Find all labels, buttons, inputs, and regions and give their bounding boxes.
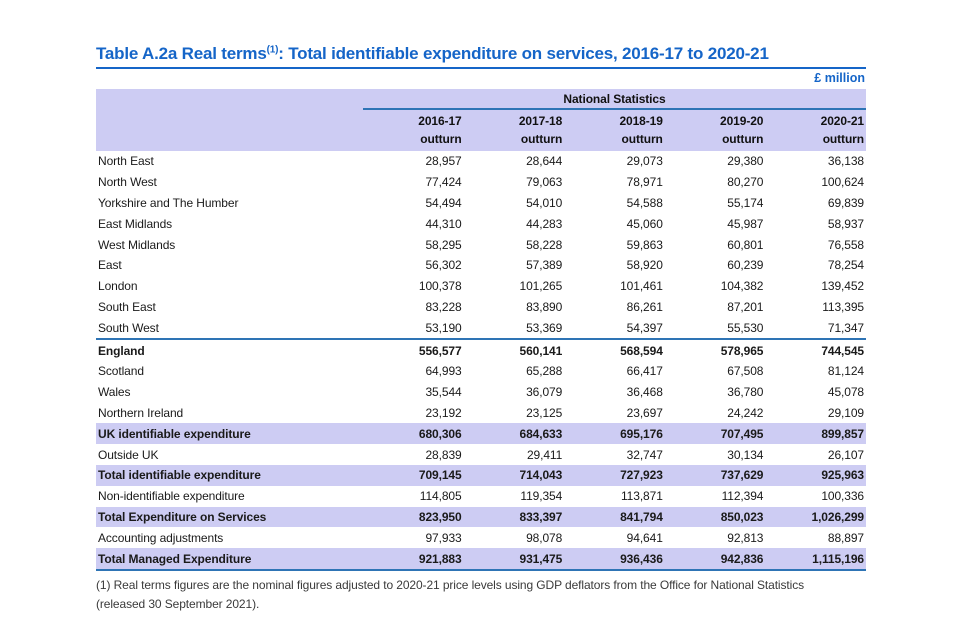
cell-value: 936,436 [564, 548, 665, 570]
cell-value: 45,987 [665, 213, 766, 234]
document-page [96, 44, 866, 614]
table-row [96, 465, 866, 486]
column-year: 2018-19 [619, 114, 663, 128]
cell-value: 578,965 [665, 339, 766, 361]
row-label: Northern Ireland [96, 403, 363, 424]
column-measure: outturn [420, 132, 462, 146]
cell-value: 57,389 [464, 255, 565, 276]
cell-value: 65,288 [464, 361, 565, 382]
column-year: 2020-21 [820, 114, 864, 128]
cell-value: 23,697 [564, 403, 665, 424]
cell-value: 54,588 [564, 193, 665, 214]
cell-value: 104,382 [665, 276, 766, 297]
cell-value: 28,644 [464, 151, 565, 172]
cell-value: 53,190 [363, 317, 464, 339]
cell-value: 94,641 [564, 527, 665, 548]
cell-value: 823,950 [363, 507, 464, 528]
cell-value: 942,836 [665, 548, 766, 570]
column-measure: outturn [722, 132, 764, 146]
column-header-2019-20 [665, 109, 766, 151]
column-header-2017-18 [464, 109, 565, 151]
cell-value: 60,801 [665, 234, 766, 255]
column-measure: outturn [520, 132, 563, 146]
unit-label: £ million [814, 71, 865, 85]
cell-value: 78,971 [564, 172, 665, 193]
cell-value: 23,125 [464, 403, 565, 424]
cell-value: 29,411 [464, 444, 565, 465]
cell-value: 1,026,299 [765, 507, 866, 528]
row-label: West Midlands [96, 234, 363, 255]
cell-value: 71,347 [765, 317, 866, 339]
cell-value: 119,354 [464, 486, 565, 507]
corner-cell [96, 109, 363, 151]
cell-value: 35,544 [363, 382, 464, 403]
cell-value: 36,079 [464, 382, 565, 403]
table-title-prefix: Table A.2a Real terms [96, 44, 267, 63]
cell-value: 28,839 [363, 444, 464, 465]
cell-value: 556,577 [363, 339, 464, 361]
table-row [96, 548, 866, 570]
table-row [96, 172, 866, 193]
cell-value: 29,380 [665, 151, 766, 172]
cell-value: 56,302 [363, 255, 464, 276]
row-label: South East [96, 297, 363, 318]
cell-value: 29,109 [765, 403, 866, 424]
table-body [96, 151, 866, 570]
column-year: 2016-17 [418, 114, 462, 128]
table-row [96, 361, 866, 382]
column-year: 2017-18 [518, 114, 563, 128]
cell-value: 841,794 [564, 507, 665, 528]
cell-value: 45,060 [564, 213, 665, 234]
cell-value: 709,145 [363, 465, 464, 486]
table-header [96, 89, 866, 151]
cell-value: 54,494 [363, 193, 464, 214]
cell-value: 113,871 [564, 486, 665, 507]
cell-value: 29,073 [564, 151, 665, 172]
cell-value: 707,495 [665, 423, 766, 444]
cell-value: 77,424 [363, 172, 464, 193]
table-row [96, 507, 866, 528]
cell-value: 78,254 [765, 255, 866, 276]
cell-value: 58,295 [363, 234, 464, 255]
row-label: North East [96, 151, 363, 172]
cell-value: 114,805 [363, 486, 464, 507]
expenditure-table [96, 89, 866, 571]
cell-value: 59,863 [564, 234, 665, 255]
cell-value: 850,023 [665, 507, 766, 528]
cell-value: 112,394 [665, 486, 766, 507]
cell-value: 744,545 [765, 339, 866, 361]
row-label: Total Expenditure on Services [96, 507, 363, 528]
table-row [96, 339, 866, 361]
column-header-2020-21 [765, 109, 866, 151]
row-label: North West [96, 172, 363, 193]
row-label: Wales [96, 382, 363, 403]
row-label: South West [96, 317, 363, 339]
cell-value: 30,134 [665, 444, 766, 465]
row-label: Outside UK [96, 444, 363, 465]
corner-cell [96, 89, 363, 109]
cell-value: 66,417 [564, 361, 665, 382]
cell-value: 101,461 [564, 276, 665, 297]
table-row [96, 317, 866, 339]
cell-value: 101,265 [464, 276, 565, 297]
row-label: Yorkshire and The Humber [96, 193, 363, 214]
cell-value: 97,933 [363, 527, 464, 548]
table-row [96, 213, 866, 234]
cell-value: 28,957 [363, 151, 464, 172]
cell-value: 100,624 [765, 172, 866, 193]
cell-value: 98,078 [464, 527, 565, 548]
cell-value: 58,228 [464, 234, 565, 255]
table-title [96, 44, 866, 69]
column-measure: outturn [822, 132, 864, 146]
cell-value: 53,369 [464, 317, 565, 339]
cell-value: 58,920 [564, 255, 665, 276]
cell-value: 92,813 [665, 527, 766, 548]
table-row [96, 151, 866, 172]
cell-value: 695,176 [564, 423, 665, 444]
cell-value: 931,475 [464, 548, 565, 570]
table-title-suffix: : Total identifiable expenditure on services, 2016-17 to 2020-21 [278, 44, 769, 63]
cell-value: 79,063 [464, 172, 565, 193]
cell-value: 36,138 [765, 151, 866, 172]
table-row [96, 486, 866, 507]
cell-value: 23,192 [363, 403, 464, 424]
cell-value: 680,306 [363, 423, 464, 444]
table-row [96, 297, 866, 318]
group-header-row [96, 89, 866, 109]
table-row [96, 444, 866, 465]
row-label: East Midlands [96, 213, 363, 234]
table-row [96, 193, 866, 214]
cell-value: 560,141 [464, 339, 565, 361]
cell-value: 64,993 [363, 361, 464, 382]
cell-value: 833,397 [464, 507, 565, 528]
group-header: National Statistics [363, 89, 866, 109]
row-label: London [96, 276, 363, 297]
cell-value: 69,839 [765, 193, 866, 214]
column-header-2016-17 [363, 109, 464, 151]
cell-value: 58,937 [765, 213, 866, 234]
table-row [96, 234, 866, 255]
cell-value: 88,897 [765, 527, 866, 548]
cell-value: 899,857 [765, 423, 866, 444]
cell-value: 921,883 [363, 548, 464, 570]
cell-value: 67,508 [665, 361, 766, 382]
column-header-2018-19 [564, 109, 665, 151]
cell-value: 55,530 [665, 317, 766, 339]
cell-value: 100,336 [765, 486, 866, 507]
cell-value: 36,780 [665, 382, 766, 403]
cell-value: 86,261 [564, 297, 665, 318]
cell-value: 100,378 [363, 276, 464, 297]
table-row [96, 403, 866, 424]
table-row [96, 382, 866, 403]
footnote: (1) Real terms figures are the nominal figures adjusted to 2020-21 price levels using GDP deflators from the Office for National Statistics (released 30 September 2021). [96, 577, 804, 611]
table-row [96, 423, 866, 444]
cell-value: 24,242 [665, 403, 766, 424]
cell-value: 54,397 [564, 317, 665, 339]
row-label: Non-identifiable expenditure [96, 486, 363, 507]
cell-value: 727,923 [564, 465, 665, 486]
cell-value: 45,078 [765, 382, 866, 403]
cell-value: 26,107 [765, 444, 866, 465]
cell-value: 55,174 [665, 193, 766, 214]
table-row [96, 527, 866, 548]
cell-value: 83,228 [363, 297, 464, 318]
row-label: England [96, 339, 363, 361]
column-measure: outturn [621, 132, 663, 146]
cell-value: 60,239 [665, 255, 766, 276]
cell-value: 714,043 [464, 465, 565, 486]
cell-value: 76,558 [765, 234, 866, 255]
column-header-row [96, 109, 866, 151]
row-label: Scotland [96, 361, 363, 382]
table-row [96, 255, 866, 276]
column-year: 2019-20 [720, 114, 764, 128]
cell-value: 44,310 [363, 213, 464, 234]
footnote-reference: (1) [266, 44, 279, 56]
cell-value: 684,633 [464, 423, 565, 444]
cell-value: 1,115,196 [765, 548, 866, 570]
cell-value: 32,747 [564, 444, 665, 465]
cell-value: 87,201 [665, 297, 766, 318]
row-label: Total Managed Expenditure [96, 548, 363, 570]
row-label: Accounting adjustments [96, 527, 363, 548]
table-row [96, 276, 866, 297]
cell-value: 139,452 [765, 276, 866, 297]
cell-value: 81,124 [765, 361, 866, 382]
cell-value: 83,890 [464, 297, 565, 318]
cell-value: 54,010 [464, 193, 565, 214]
row-label: UK identifiable expenditure [96, 423, 363, 444]
cell-value: 925,963 [765, 465, 866, 486]
cell-value: 44,283 [464, 213, 565, 234]
cell-value: 80,270 [665, 172, 766, 193]
cell-value: 113,395 [765, 297, 866, 318]
cell-value: 568,594 [564, 339, 665, 361]
row-label: East [96, 255, 363, 276]
row-label: Total identifiable expenditure [96, 465, 363, 486]
cell-value: 737,629 [665, 465, 766, 486]
cell-value: 36,468 [564, 382, 665, 403]
